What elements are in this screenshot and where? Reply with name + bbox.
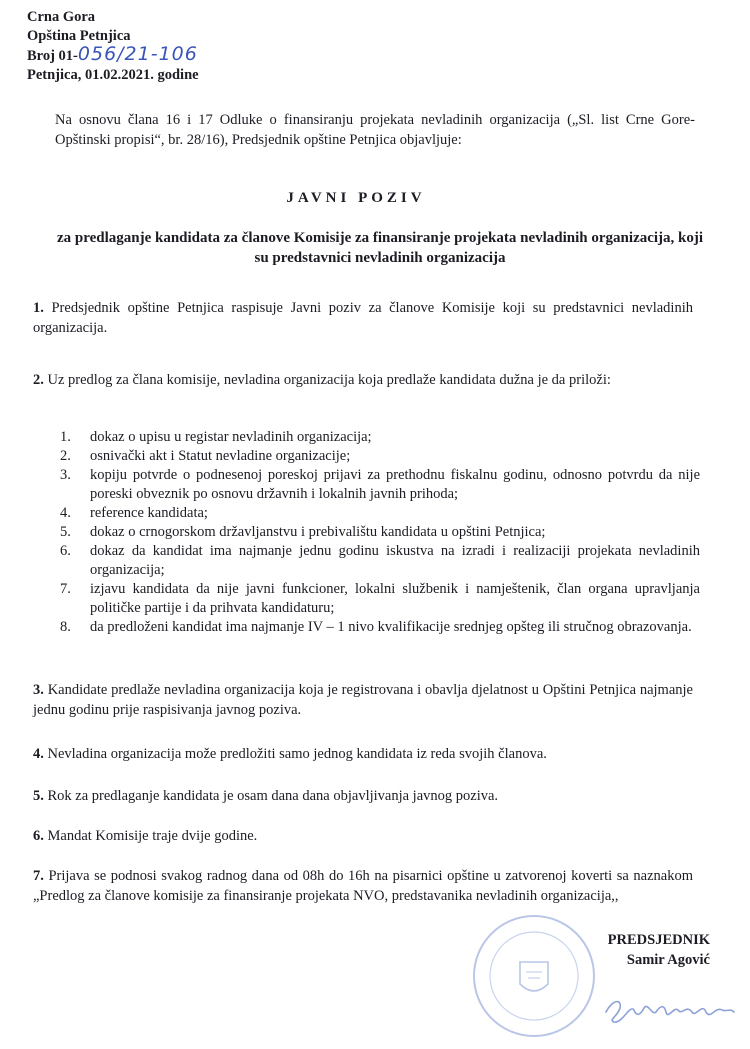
signatory-name: Samir Agović (626, 952, 710, 968)
point-text: Kandidate predlaže nevladina organizacija koja je registrovana i obavlja djelatnost u Opštini Petnjica najmanje jednu godinu prije raspisivanja javnog poziva. (33, 682, 693, 718)
list-item (60, 618, 700, 637)
letterhead (27, 8, 199, 84)
list-number: 4. (60, 505, 71, 521)
point-number: 4. (33, 746, 44, 762)
list-text: dokaz o upisu u registar nevladinih organizacija; (90, 429, 372, 445)
list-number: 5. (60, 524, 71, 540)
point-6 (33, 826, 693, 846)
list-text: kopiju potvrde o podnesenoj poreskoj prijavi za prethodnu fiskalnu godinu, odnosno potvrdu da nije poreski obveznik po osnovu državnih i lokalnih javnih prihoda; (90, 467, 700, 502)
document-title: JAVNI POZIV (286, 190, 426, 206)
list-text: dokaz o crnogorskom državljanstvu i prebivalištu kandidata u opštini Petnjica; (90, 524, 546, 540)
list-item (60, 542, 700, 580)
municipality-line: Opština Petnjica (27, 27, 131, 44)
attachments-list (60, 428, 700, 637)
handwritten-signature-icon (600, 982, 740, 1032)
point-1 (33, 298, 693, 338)
list-text: izjavu kandidata da nije javni funkcioner, lokalni službenik i namještenik, član organa upravljanja političke partije i da prihvata kandidaturu; (90, 581, 700, 616)
list-item (60, 466, 700, 504)
point-text: Nevladina organizacija može predložiti samo jednog kandidata iz reda svojih članova. (43, 746, 547, 762)
reference-number (27, 45, 199, 66)
intro-paragraph: Na osnovu člana 16 i 17 Odluke o finansiranju projekata nevladinih organizacija („Sl. list Crne Gore- Opštinski propisi“, br. 28/16), Predsjednik opštine Petnjica objavljuje: (55, 112, 695, 148)
point-number: 6. (33, 828, 44, 844)
point-number: 3. (33, 682, 44, 698)
point-3 (33, 680, 693, 720)
signature-block (560, 930, 710, 970)
list-item (60, 580, 700, 618)
list-number: 1. (60, 429, 71, 445)
list-number: 7. (60, 581, 71, 597)
point-text: Prijava se podnosi svakog radnog dana od 08h do 16h na pisarnici opštine u zatvorenoj koverti sa naznakom „Predlog za članove komisije za finansiranje projekata NVO, predstavanika nevladinih organizacija,, (33, 868, 693, 904)
list-number: 3. (60, 467, 71, 483)
point-number: 1. (33, 300, 44, 316)
country-line: Crna Gora (27, 9, 96, 25)
list-text: dokaz da kandidat ima najmanje jednu godinu iskustva na izradi i realizaciji projekata nevladinih organizacija; (90, 543, 700, 578)
point-5 (33, 786, 693, 806)
list-item (60, 504, 700, 523)
point-4 (33, 744, 693, 764)
date-line: Petnjica, 01.02.2021. godine (27, 66, 199, 83)
document-subtitle: za predlaganje kandidata za članove Komisije za finansiranje projekata nevladinih organizacija, koji su predstavnici nevladinih organizacija (56, 230, 704, 266)
list-item (60, 523, 700, 542)
list-number: 6. (60, 543, 71, 559)
point-2 (33, 370, 693, 390)
list-number: 8. (60, 619, 71, 635)
point-number: 2. (33, 372, 44, 388)
reference-prefix: Broj 01- (27, 48, 78, 64)
point-text: Mandat Komisije traje dvije godine. (43, 828, 258, 844)
list-text: osnivački akt i Statut nevladine organizacije; (90, 448, 351, 464)
list-text: da predloženi kandidat ima najmanje IV – 1 nivo kvalifikacije srednjeg opšteg ili stručnog obrazovanja. (90, 619, 692, 635)
point-text: Predsjednik opštine Petnjica raspisuje Javni poziv za članove Komisije koji su predstavnici nevladinih organizacija. (33, 300, 693, 336)
point-text: Uz predlog za člana komisije, nevladina organizacija koja predlaže kandidata dužna je da priloži: (43, 372, 611, 388)
point-7 (33, 866, 693, 906)
list-item (60, 428, 700, 447)
point-number: 7. (33, 868, 44, 884)
handwritten-reference: 056/21-106 (77, 43, 198, 65)
list-text: reference kandidata; (90, 505, 208, 521)
signatory-role: PREDSJEDNIK (607, 932, 710, 948)
point-number: 5. (33, 788, 44, 804)
list-number: 2. (60, 448, 71, 464)
list-item (60, 447, 700, 466)
point-text: Rok za predlaganje kandidata je osam dana dana objavljivanja javnog poziva. (43, 788, 499, 804)
